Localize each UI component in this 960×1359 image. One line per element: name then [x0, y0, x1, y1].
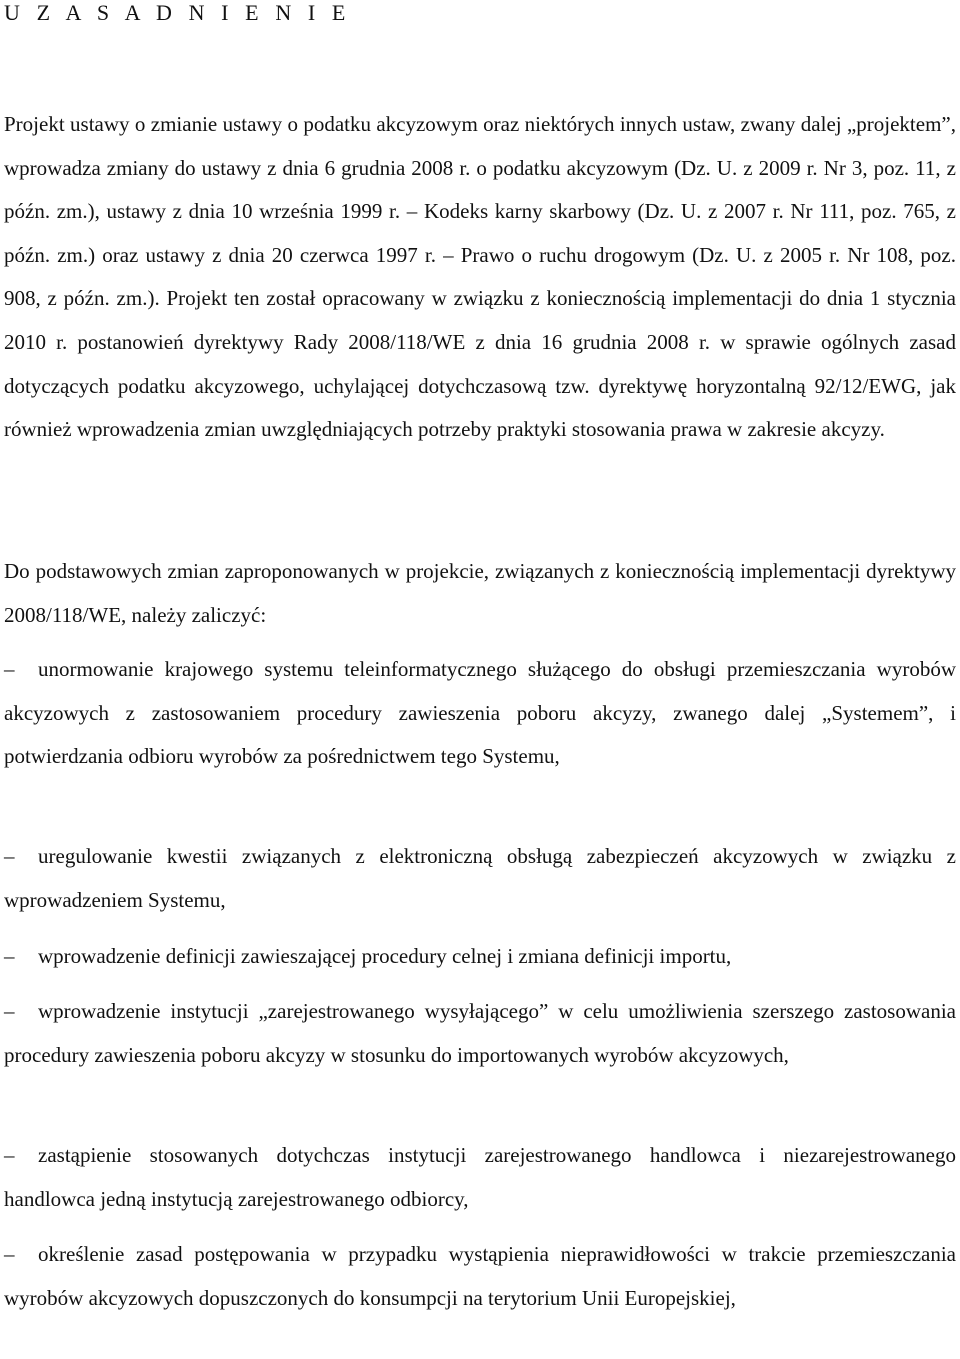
list-item [4, 990, 956, 1077]
list-item [4, 835, 956, 922]
dash-marker: – [4, 844, 15, 868]
changes-intro-paragraph: Do podstawowych zmian zaproponowanych w projekcie, związanych z koniecznością implementacji dyrektywy 2008/118/WE, należy zaliczyć: [4, 559, 956, 627]
dash-marker: – [4, 999, 15, 1023]
list-item-text: uregulowanie kwestii związanych z elektroniczną obsługą zabezpieczeń akcyzowych w związku z wprowadzeniem Systemu, [4, 844, 956, 912]
dash-marker: – [4, 657, 15, 681]
intro-paragraph: Projekt ustawy o zmianie ustawy o podatku akcyzowym oraz niektórych innych ustaw, zwany dalej „projektem”, wprowadza zmiany do ustawy z dnia 6 grudnia 2008 r. o podatku akcyzowym (Dz. U. z 2009 r. Nr 3, poz. 11, z późn. zm.), ustawy z dnia 10 września 1999 r. – Kodeks karny skarbowy (Dz. U. z 2007 r. Nr 111, poz. 765, z późn. zm.) oraz ustawy z dnia 20 czerwca 1997 r. – Prawo o ruchu drogowym (Dz. U. z 2005 r. Nr 108, poz. 908, z późn. zm.). Projekt ten został opracowany w związku z koniecznością implementacji do dnia 1 stycznia 2010 r. postanowień dyrektywy Rady 2008/118/WE z dnia 16 grudnia 2008 r. w sprawie ogólnych zasad dotyczących podatku akcyzowego, uchylającej dotychczasową tzw. dyrektywę horyzontalną 92/12/EWG, jak również wprowadzenia zmian uwzględniających potrzeby praktyki stosowania prawa w zakresie akcyzy. [4, 112, 956, 442]
list-item [4, 1233, 956, 1320]
dash-marker: – [4, 1242, 15, 1266]
list-item-text: wprowadzenie definicji zawieszającej procedury celnej i zmiana definicji importu, [38, 944, 732, 968]
dash-marker: – [4, 944, 15, 968]
dash-marker: – [4, 1143, 15, 1167]
list-item-text: wprowadzenie instytucji „zarejestrowanego wysyłającego” w celu umożliwienia szerszego zastosowania procedury zawieszenia poboru akcyzy w stosunku do importowanych wyrobów akcyzowych, [4, 999, 956, 1067]
list-item-text: zastąpienie stosowanych dotychczas instytucji zarejestrowanego handlowca i niezarejestrowanego handlowca jedną instytucją zarejestrowanego odbiorcy, [4, 1143, 956, 1211]
document-title: U Z A S A D N I E N I E [4, 0, 351, 25]
list-item-text: określenie zasad postępowania w przypadku wystąpienia nieprawidłowości w trakcie przemieszczania wyrobów akcyzowych dopuszczonych do konsumpcji na terytorium Unii Europejskiej, [4, 1242, 956, 1310]
list-item-text: unormowanie krajowego systemu teleinformatycznego służącego do obsługi przemieszczania wyrobów akcyzowych z zastosowaniem procedury zawieszenia poboru akcyzy, zwanego dalej „Systemem”, i potwierdzania odbioru wyrobów za pośrednictwem tego Systemu, [4, 657, 956, 769]
list-item [4, 935, 956, 979]
list-item [4, 1134, 956, 1221]
list-item [4, 648, 956, 779]
